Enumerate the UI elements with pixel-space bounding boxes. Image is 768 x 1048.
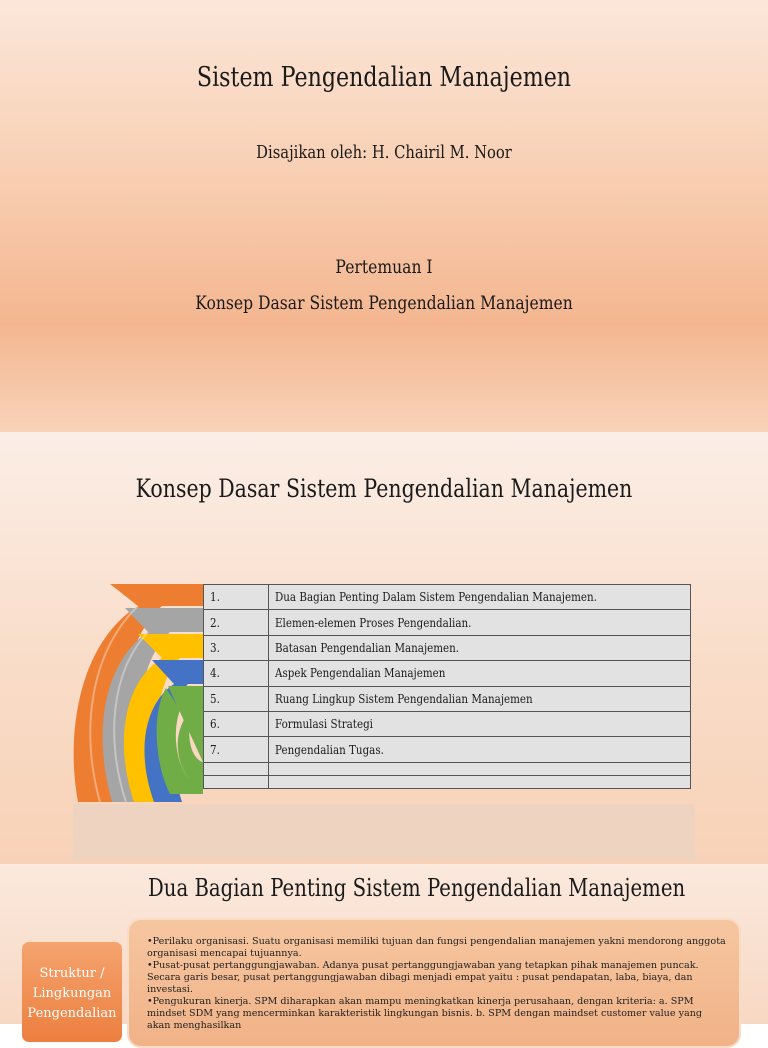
table-row-empty bbox=[204, 775, 691, 788]
item-number: 1. bbox=[204, 585, 269, 610]
table-row bbox=[204, 737, 691, 762]
empty-cell bbox=[204, 762, 269, 775]
table-row bbox=[204, 585, 691, 610]
bullet-item: •Perilaku organisasi. Suatu organisasi memiliki tujuan dan fungsi pengendalian manajemen yakni mendorong anggota organisasi mencapai tujuannya. bbox=[147, 936, 726, 959]
bullet-item: •Pengukuran kinerja. SPM diharapkan akan mampu meningkatkan kinerja perusahaan, dengan kriteria: a. SPM mindset SDM yang mencerminkan karakteristik lingkungan bisnis. b. SPM dengan maindset customer value yang akan menghasilkan bbox=[147, 996, 703, 1031]
outline-table bbox=[203, 584, 691, 789]
table-row bbox=[204, 610, 691, 635]
bullet-content-box bbox=[127, 918, 741, 1048]
meeting-subject: Konsep Dasar Sistem Pengendalian Manajemen bbox=[195, 292, 573, 314]
item-number: 3. bbox=[204, 635, 269, 660]
item-text: Formulasi Strategi bbox=[269, 711, 691, 736]
meeting-label: Pertemuan I bbox=[335, 256, 433, 278]
table-row bbox=[204, 686, 691, 711]
outline-slide bbox=[0, 432, 768, 864]
item-number: 2. bbox=[204, 610, 269, 635]
table-row-empty bbox=[204, 762, 691, 775]
item-text: Batasan Pengendalian Manajemen. bbox=[269, 635, 691, 660]
item-number: 5. bbox=[204, 686, 269, 711]
presentation-title: Sistem Pengendalian Manajemen bbox=[196, 62, 572, 93]
empty-cell bbox=[204, 775, 269, 788]
slide-title: Konsep Dasar Sistem Pengendalian Manajemen bbox=[135, 474, 633, 503]
bullet-item: •Pusat-pusat pertanggungjawaban. Adanya pusat pertanggungjawaban yang tetapkan pihak manajemen puncak. Secara garis besar, pusat pertanggungjawaban dibagi menjadi empat yaitu : pusat pendapatan, laba, biaya, dan investasi. bbox=[147, 960, 699, 995]
slide-title: Dua Bagian Penting Sistem Pengendalian Manajemen bbox=[148, 874, 686, 902]
category-label: Struktur / Lingkungan Pengendalian bbox=[22, 942, 122, 1042]
empty-cell bbox=[269, 775, 691, 788]
item-text: Ruang Lingkup Sistem Pengendalian Manajemen bbox=[269, 686, 691, 711]
item-number: 7. bbox=[204, 737, 269, 762]
item-text: Dua Bagian Penting Dalam Sistem Pengendalian Manajemen. bbox=[269, 585, 691, 610]
item-text: Pengendalian Tugas. bbox=[269, 737, 691, 762]
title-slide bbox=[0, 0, 768, 432]
table-row bbox=[204, 635, 691, 660]
item-text: Elemen-elemen Proses Pengendalian. bbox=[269, 610, 691, 635]
item-number: 4. bbox=[204, 661, 269, 686]
list-diagram bbox=[70, 582, 700, 862]
empty-cell bbox=[269, 762, 691, 775]
item-text: Aspek Pengendalian Manajemen bbox=[269, 661, 691, 686]
presenter-line: Disajikan oleh: H. Chairil M. Noor bbox=[256, 142, 512, 163]
table-row bbox=[204, 661, 691, 686]
table-row bbox=[204, 711, 691, 736]
detail-slide bbox=[0, 864, 768, 1031]
item-number: 6. bbox=[204, 711, 269, 736]
